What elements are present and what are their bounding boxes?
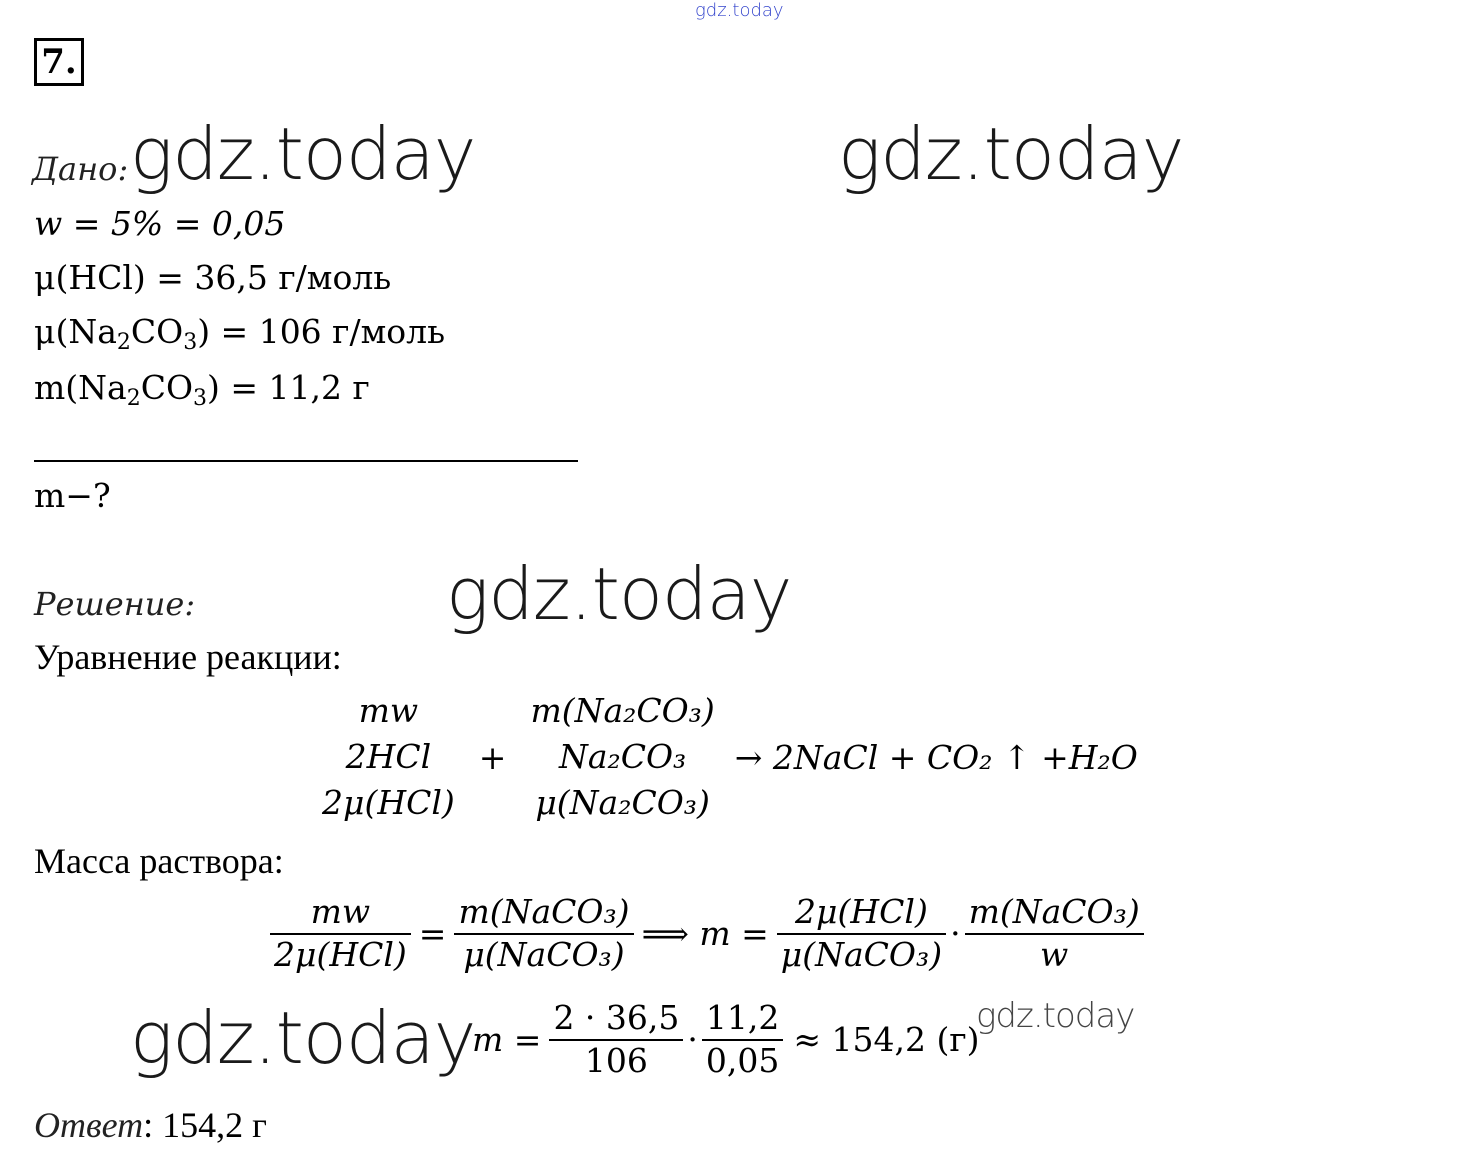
given-label: Дано: bbox=[32, 150, 129, 188]
watermark-3: gdz.today bbox=[446, 552, 792, 636]
equals-sign: = bbox=[418, 913, 447, 953]
given-line-na2co3-mass: $m(Na_2CO_3) = 11,2$ г bbox=[34, 368, 370, 411]
numeric-equation bbox=[472, 998, 980, 1080]
watermark-1: gdz.today bbox=[130, 112, 476, 196]
watermark-small-right: gdz.today bbox=[976, 996, 1135, 1036]
implies-m: ⟹ m = bbox=[641, 913, 769, 953]
divider-line bbox=[34, 460, 578, 462]
find-line: m−? bbox=[34, 476, 111, 515]
reaction-products: → 2NaCl + CO₂ ↑ +H₂O bbox=[734, 737, 1138, 777]
numeric-result: ≈ 154,2 (г) bbox=[793, 1019, 980, 1059]
answer-value: : 154,2 г bbox=[143, 1105, 267, 1145]
reaction-equation bbox=[322, 688, 1138, 826]
given-line-w: w = 5% = 0,05 bbox=[34, 204, 286, 243]
multiply-dot: · bbox=[950, 913, 961, 953]
reaction-right-stack: m(Na₂CO₃) Na₂CO₃ μ(Na₂CO₃) bbox=[530, 691, 715, 822]
mass-heading: Масса раствора: bbox=[34, 841, 284, 881]
watermark-top: gdz.today bbox=[695, 0, 784, 21]
fraction-mass-over-w: $\frac{\text{m(NaCO₃)}}{w}$ bbox=[965, 892, 1144, 974]
answer-label: Ответ bbox=[34, 1105, 144, 1145]
numeric-lhs: m = bbox=[472, 1019, 542, 1059]
fraction-hcl: $\frac{\text{2μ(HCl)}}{\text{μ(NaCO₃)}}$ bbox=[777, 892, 946, 974]
reaction-plus: + bbox=[478, 737, 507, 777]
watermark-4: gdz.today bbox=[130, 996, 476, 1080]
given-line-na2co3-molar: $\mu(Na_2CO_3) = 106$ г/моль bbox=[34, 312, 446, 355]
answer-line bbox=[34, 1104, 267, 1146]
fraction-numeric-2: $\frac{11,2}{0,05}$ bbox=[702, 998, 783, 1080]
problem-number: 7. bbox=[34, 38, 84, 86]
given-line-hcl: μ(HCl) = 36,5 г/моль bbox=[34, 258, 392, 297]
fraction-numeric-1: $\frac{2 \cdot 36,5}{106}$ bbox=[549, 998, 683, 1080]
numeric-dot: · bbox=[687, 1019, 698, 1059]
watermark-2: gdz.today bbox=[838, 112, 1184, 196]
reaction-left-stack: mw 2HCl 2μ(HCl) bbox=[322, 691, 455, 822]
fraction-mw: $\frac{mw}{\text{2μ(HCl)}}$ bbox=[270, 892, 411, 974]
solution-label: Решение: bbox=[34, 585, 196, 623]
mass-equation bbox=[270, 892, 1144, 974]
fraction-naco3: $\frac{\text{m(NaCO₃)}}{\text{μ(NaCO₃)}}$ bbox=[454, 892, 633, 974]
reaction-heading: Уравнение реакции: bbox=[34, 637, 342, 677]
